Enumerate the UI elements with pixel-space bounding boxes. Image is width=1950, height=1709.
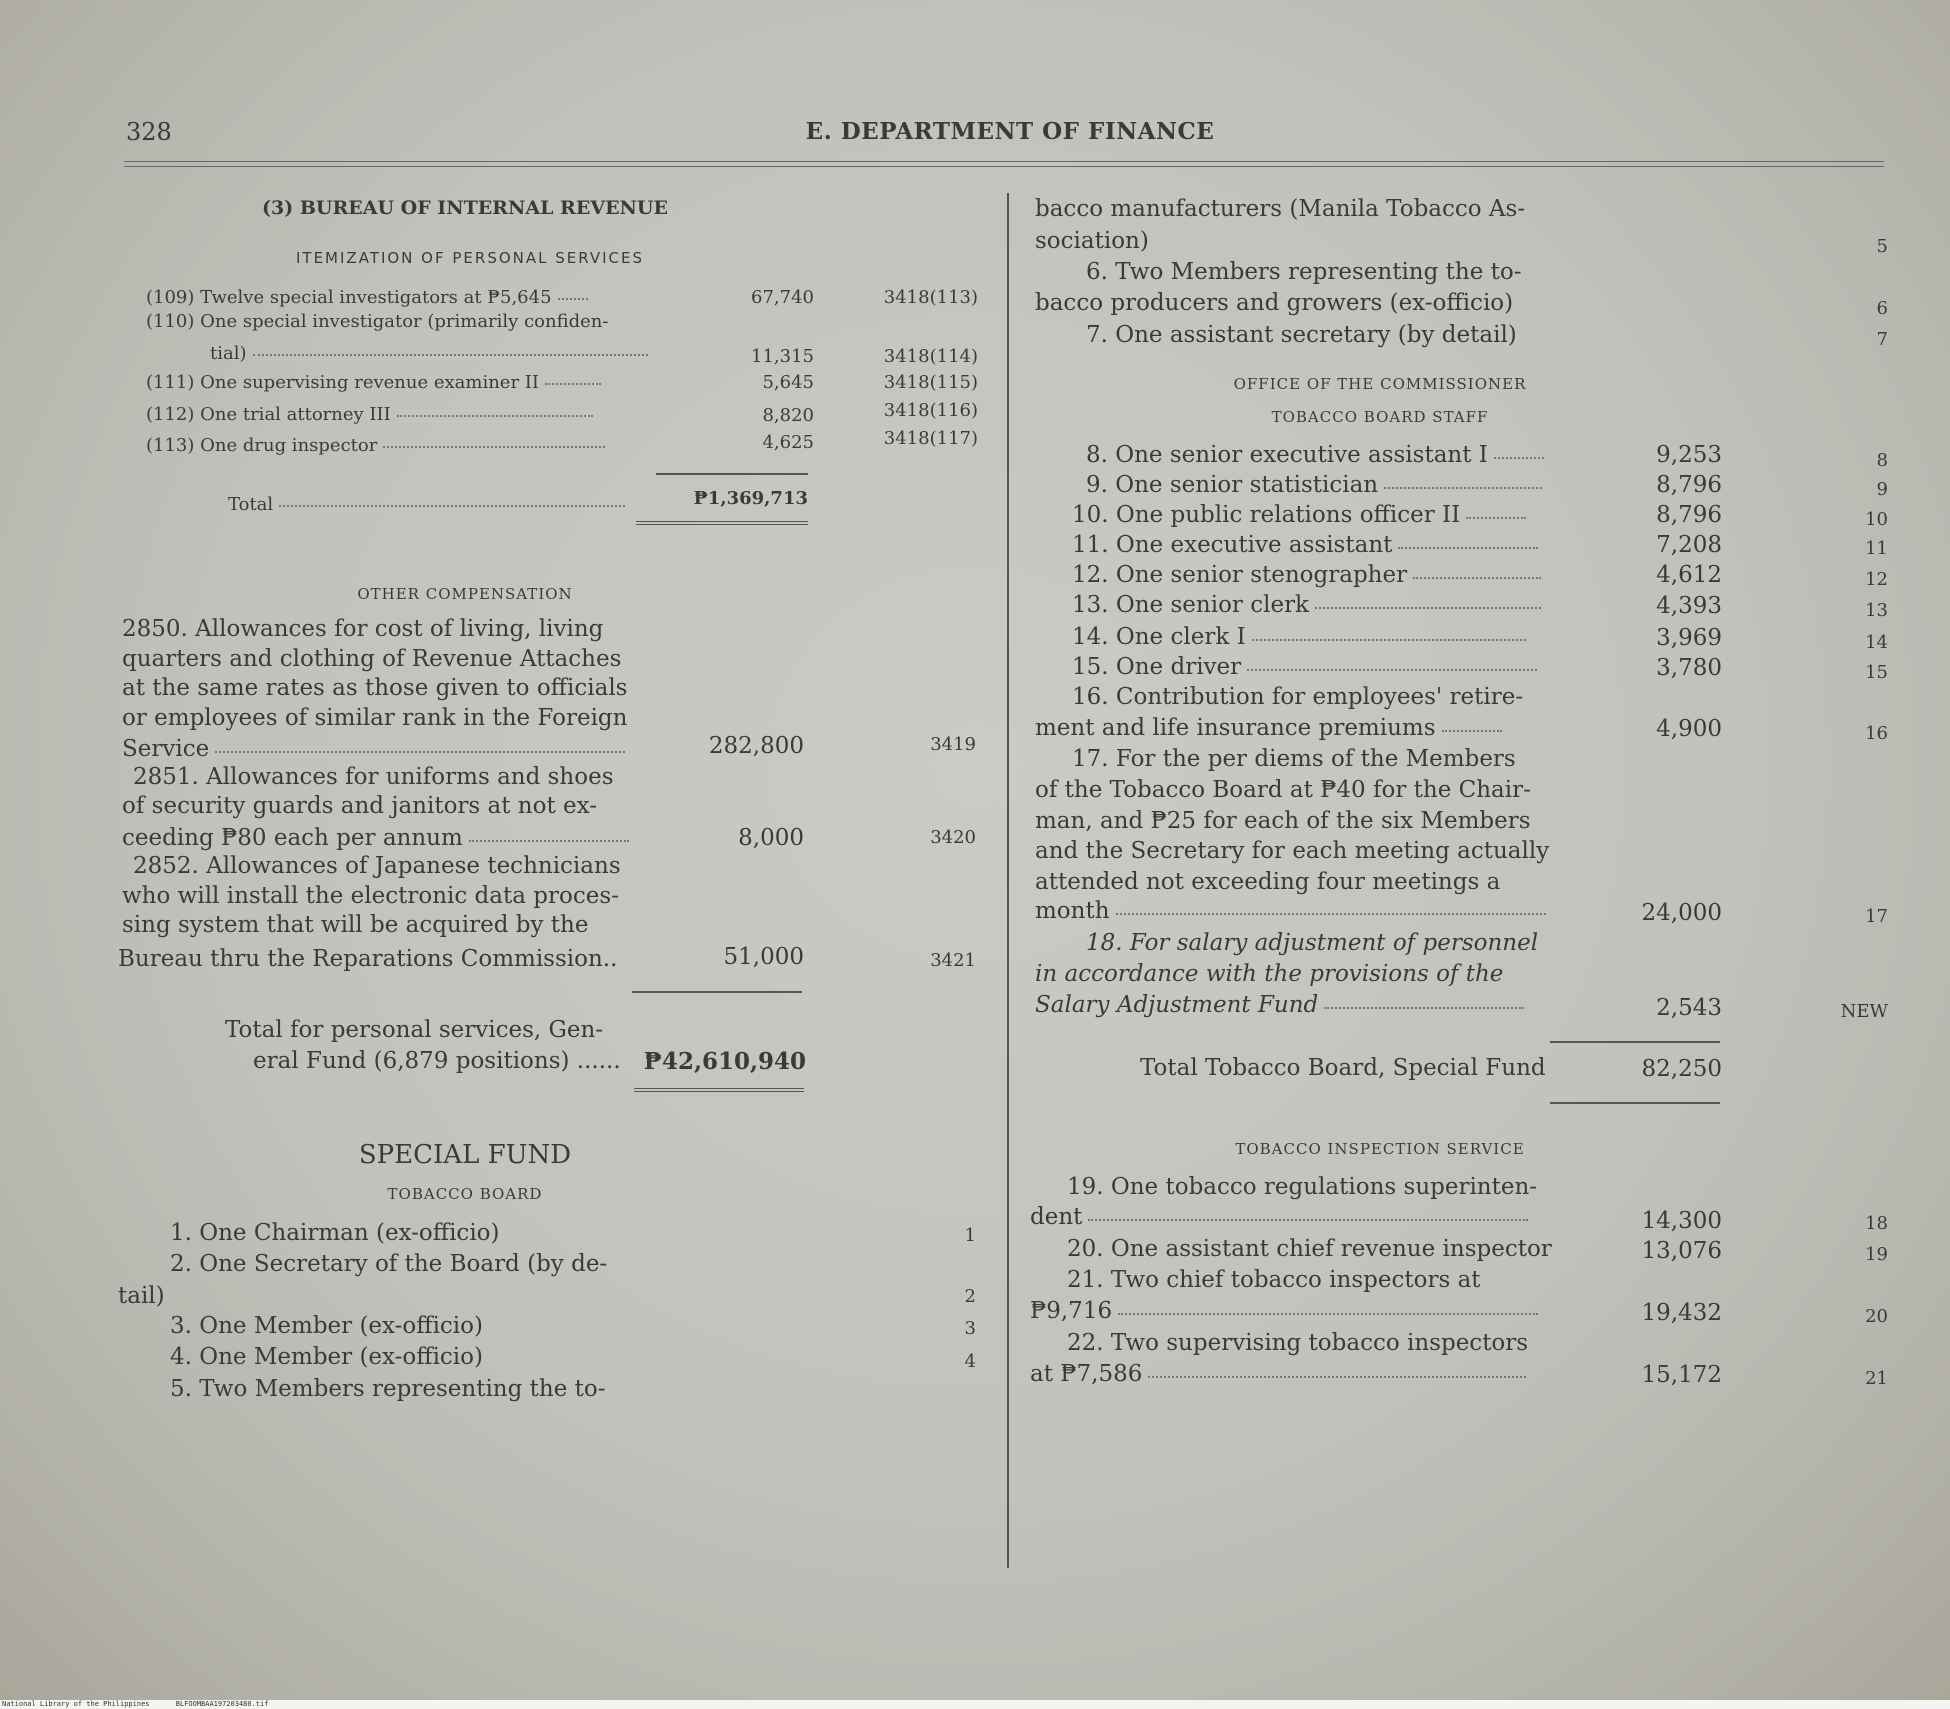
paragraph-line: 2852. Allowances of Japanese technicians (133, 853, 621, 879)
paragraph-line: 19. One tobacco regulations superinten- (1067, 1174, 1538, 1200)
paragraph-line: ment and life insurance premiums (1035, 715, 1502, 741)
total-double-rule (636, 521, 808, 525)
paragraph-line: or employees of similar rank in the Foreign (122, 705, 628, 731)
item-amount: 7,208 (1656, 532, 1722, 558)
item-ref: 14 (1865, 632, 1888, 653)
list-item: (112) One trial attorney III (146, 404, 593, 425)
list-item: bacco producers and growers (ex-officio) (1035, 290, 1514, 316)
paragraph-amount: 51,000 (723, 944, 804, 970)
list-item: 2. One Secretary of the Board (by de- (170, 1251, 608, 1277)
paragraph-line: 21. Two chief tobacco inspectors at (1067, 1267, 1481, 1293)
paragraph-amount: 282,800 (708, 733, 804, 759)
office-heading: OFFICE OF THE COMMISSIONER (1233, 375, 1527, 393)
paragraph-line: 22. Two supervising tobacco inspectors (1067, 1330, 1529, 1356)
item-ref: 7 (1876, 329, 1888, 350)
paragraph-line: 2851. Allowances for uniforms and shoes (133, 764, 614, 790)
item-amount: 8,796 (1656, 502, 1722, 528)
item-amount: 8,820 (762, 405, 814, 426)
item-ref: 8 (1876, 450, 1888, 471)
item-amount: 24,000 (1641, 900, 1722, 926)
item-amount: 9,253 (1656, 442, 1722, 468)
item-ref: 21 (1865, 1368, 1888, 1389)
item-ref: 3418(113) (883, 287, 978, 308)
paragraph-line: quarters and clothing of Revenue Attaches (122, 646, 622, 672)
grand-total-double-rule (634, 1088, 804, 1092)
item-ref: 4 (964, 1351, 976, 1372)
list-item: 10. One public relations officer II (1072, 502, 1526, 528)
paragraph-line: Salary Adjustment Fund (1035, 992, 1524, 1018)
list-item: 4. One Member (ex-officio) (170, 1344, 483, 1370)
paragraph-line: at the same rates as those given to officials (122, 675, 628, 701)
paragraph-line: in accordance with the provisions of the (1035, 961, 1504, 987)
subtotal-rule (656, 473, 808, 475)
itemization-heading: ITEMIZATION OF PERSONAL SERVICES (295, 249, 645, 267)
paragraph-line: Service (122, 736, 625, 762)
paragraph-line: 18. For salary adjustment of personnel (1086, 930, 1539, 956)
paragraph-line: at ₱7,586 (1030, 1361, 1526, 1387)
item-amount: 8,796 (1656, 472, 1722, 498)
board-total-amount: 82,250 (1641, 1056, 1722, 1082)
item-amount: 19,432 (1641, 1300, 1722, 1326)
board-total-rule (1550, 1102, 1720, 1104)
paragraph-line: 17. For the per diems of the Members (1072, 746, 1516, 772)
item-amount: 15,172 (1641, 1362, 1722, 1388)
paragraph-line: sing system that will be acquired by the (122, 912, 589, 938)
list-item: 20. One assistant chief revenue inspector (1067, 1236, 1552, 1262)
item-ref: 9 (1876, 479, 1888, 500)
paragraph-line: of security guards and janitors at not ex- (122, 793, 597, 819)
list-item: 1. One Chairman (ex-officio) (170, 1220, 500, 1246)
item-amount: 4,612 (1656, 562, 1722, 588)
item-ref: 5 (1876, 236, 1888, 257)
list-item: 7. One assistant secretary (by detail) (1086, 322, 1517, 348)
paragraph-line: 2850. Allowances for cost of living, living (122, 616, 604, 642)
paragraph-line: attended not exceeding four meetings a (1035, 869, 1501, 895)
item-amount: 11,315 (751, 346, 814, 367)
list-item: 8. One senior executive assistant I (1086, 442, 1544, 468)
library-credit: National Library of the Philippines (2, 1700, 150, 1708)
list-item: 5. Two Members representing the to- (170, 1376, 606, 1402)
list-item: 9. One senior statistician (1086, 472, 1542, 498)
list-item: tail) (118, 1283, 165, 1309)
paragraph-ref: 3419 (930, 734, 976, 755)
list-item: 13. One senior clerk (1072, 592, 1541, 618)
subtotal-rule (1550, 1041, 1720, 1043)
inspection-heading: TOBACCO INSPECTION SERVICE (1235, 1140, 1525, 1158)
item-ref: 20 (1865, 1306, 1888, 1327)
item-amount: 13,076 (1641, 1238, 1722, 1264)
paragraph-line: 16. Contribution for employees' retire- (1072, 684, 1524, 710)
scan-footer (0, 1700, 1950, 1709)
list-item: sociation) (1035, 228, 1149, 254)
grand-total-amount: ₱42,610,940 (643, 1048, 806, 1075)
header-rule-top (124, 161, 1884, 162)
item-ref: 10 (1865, 509, 1888, 530)
paragraph-line: and the Secretary for each meeting actually (1035, 838, 1550, 864)
paragraph-ref: 3421 (930, 950, 976, 971)
list-item: tial) (210, 343, 648, 364)
special-fund-heading: SPECIAL FUND (358, 1140, 572, 1170)
item-ref: 12 (1865, 569, 1888, 590)
paragraph-line: of the Tobacco Board at ₱40 for the Chair- (1035, 777, 1531, 803)
item-ref: 18 (1865, 1213, 1888, 1234)
item-amount: 67,740 (751, 287, 814, 308)
item-amount: 3,969 (1656, 625, 1722, 651)
subtotal-rule (632, 991, 802, 993)
list-item: (111) One supervising revenue examiner II (146, 372, 601, 393)
list-item: 15. One driver (1072, 654, 1537, 680)
item-amount: 3,780 (1656, 655, 1722, 681)
other-compensation-heading: OTHER COMPENSATION (357, 585, 573, 603)
paragraph-line: month (1035, 898, 1546, 924)
column-divider (1007, 193, 1009, 1568)
page-title: E. DEPARTMENT OF FINANCE (805, 118, 1215, 145)
item-ref: 15 (1865, 662, 1888, 683)
staff-heading: TOBACCO BOARD STAFF (1271, 408, 1489, 426)
tobacco-board-heading: TOBACCO BOARD (387, 1185, 543, 1203)
list-item: (113) One drug inspector (146, 435, 605, 456)
list-item: (109) Twelve special investigators at ₱5,645 (146, 287, 588, 308)
list-item: 3. One Member (ex-officio) (170, 1313, 483, 1339)
paragraph-amount: 8,000 (738, 825, 804, 851)
paragraph-line: ₱9,716 (1030, 1298, 1538, 1324)
grand-total-line: eral Fund (6,879 positions) ...... (253, 1048, 621, 1074)
paragraph-ref: 3420 (930, 827, 976, 848)
item-amount: 4,625 (762, 432, 814, 453)
item-ref: 6 (1876, 298, 1888, 319)
new-badge: NEW (1840, 1001, 1888, 1022)
item-ref: 3418(117) (883, 428, 978, 449)
list-item: bacco manufacturers (Manila Tobacco As- (1035, 196, 1526, 222)
item-ref: 11 (1865, 538, 1888, 559)
item-amount: 14,300 (1641, 1208, 1722, 1234)
paragraph-line: who will install the electronic data proces- (122, 883, 619, 909)
scan-filename: BLFOOMBAA197203480.tif (175, 1700, 269, 1708)
item-ref: 16 (1865, 723, 1888, 744)
item-ref: 2 (964, 1286, 976, 1307)
list-item: 11. One executive assistant (1072, 532, 1538, 558)
item-ref: 17 (1865, 906, 1888, 927)
item-amount: 4,900 (1656, 716, 1722, 742)
item-ref: 1 (964, 1225, 976, 1246)
page-number: 328 (126, 118, 172, 146)
list-item: 6. Two Members representing the to- (1086, 259, 1522, 285)
item-ref: 3418(116) (883, 400, 978, 421)
list-item: 12. One senior stenographer (1072, 562, 1541, 588)
total-amount: ₱1,369,713 (693, 488, 808, 509)
grand-total-line: Total for personal services, Gen- (225, 1017, 604, 1043)
list-item: (110) One special investigator (primarily confiden- (146, 311, 609, 332)
board-total-label: Total Tobacco Board, Special Fund (1140, 1055, 1546, 1081)
paragraph-line: ceeding ₱80 each per annum (122, 825, 629, 851)
item-ref: 19 (1865, 1244, 1888, 1265)
item-amount: 4,393 (1656, 593, 1722, 619)
bureau-heading: (3) BUREAU OF INTERNAL REVENUE (262, 197, 668, 219)
item-ref: 13 (1865, 600, 1888, 621)
list-item: 14. One clerk I (1072, 624, 1526, 650)
item-ref: 3 (964, 1318, 976, 1339)
paragraph-line: man, and ₱25 for each of the six Members (1035, 808, 1531, 834)
item-amount: 5,645 (762, 372, 814, 393)
item-ref: 3418(114) (883, 346, 978, 367)
total-row: Total (228, 494, 625, 515)
paragraph-line: Bureau thru the Reparations Commission.. (118, 946, 618, 972)
paragraph-line: dent (1030, 1204, 1528, 1230)
item-amount: 2,543 (1656, 995, 1722, 1021)
header-rule-bottom (124, 166, 1884, 167)
item-ref: 3418(115) (883, 372, 978, 393)
